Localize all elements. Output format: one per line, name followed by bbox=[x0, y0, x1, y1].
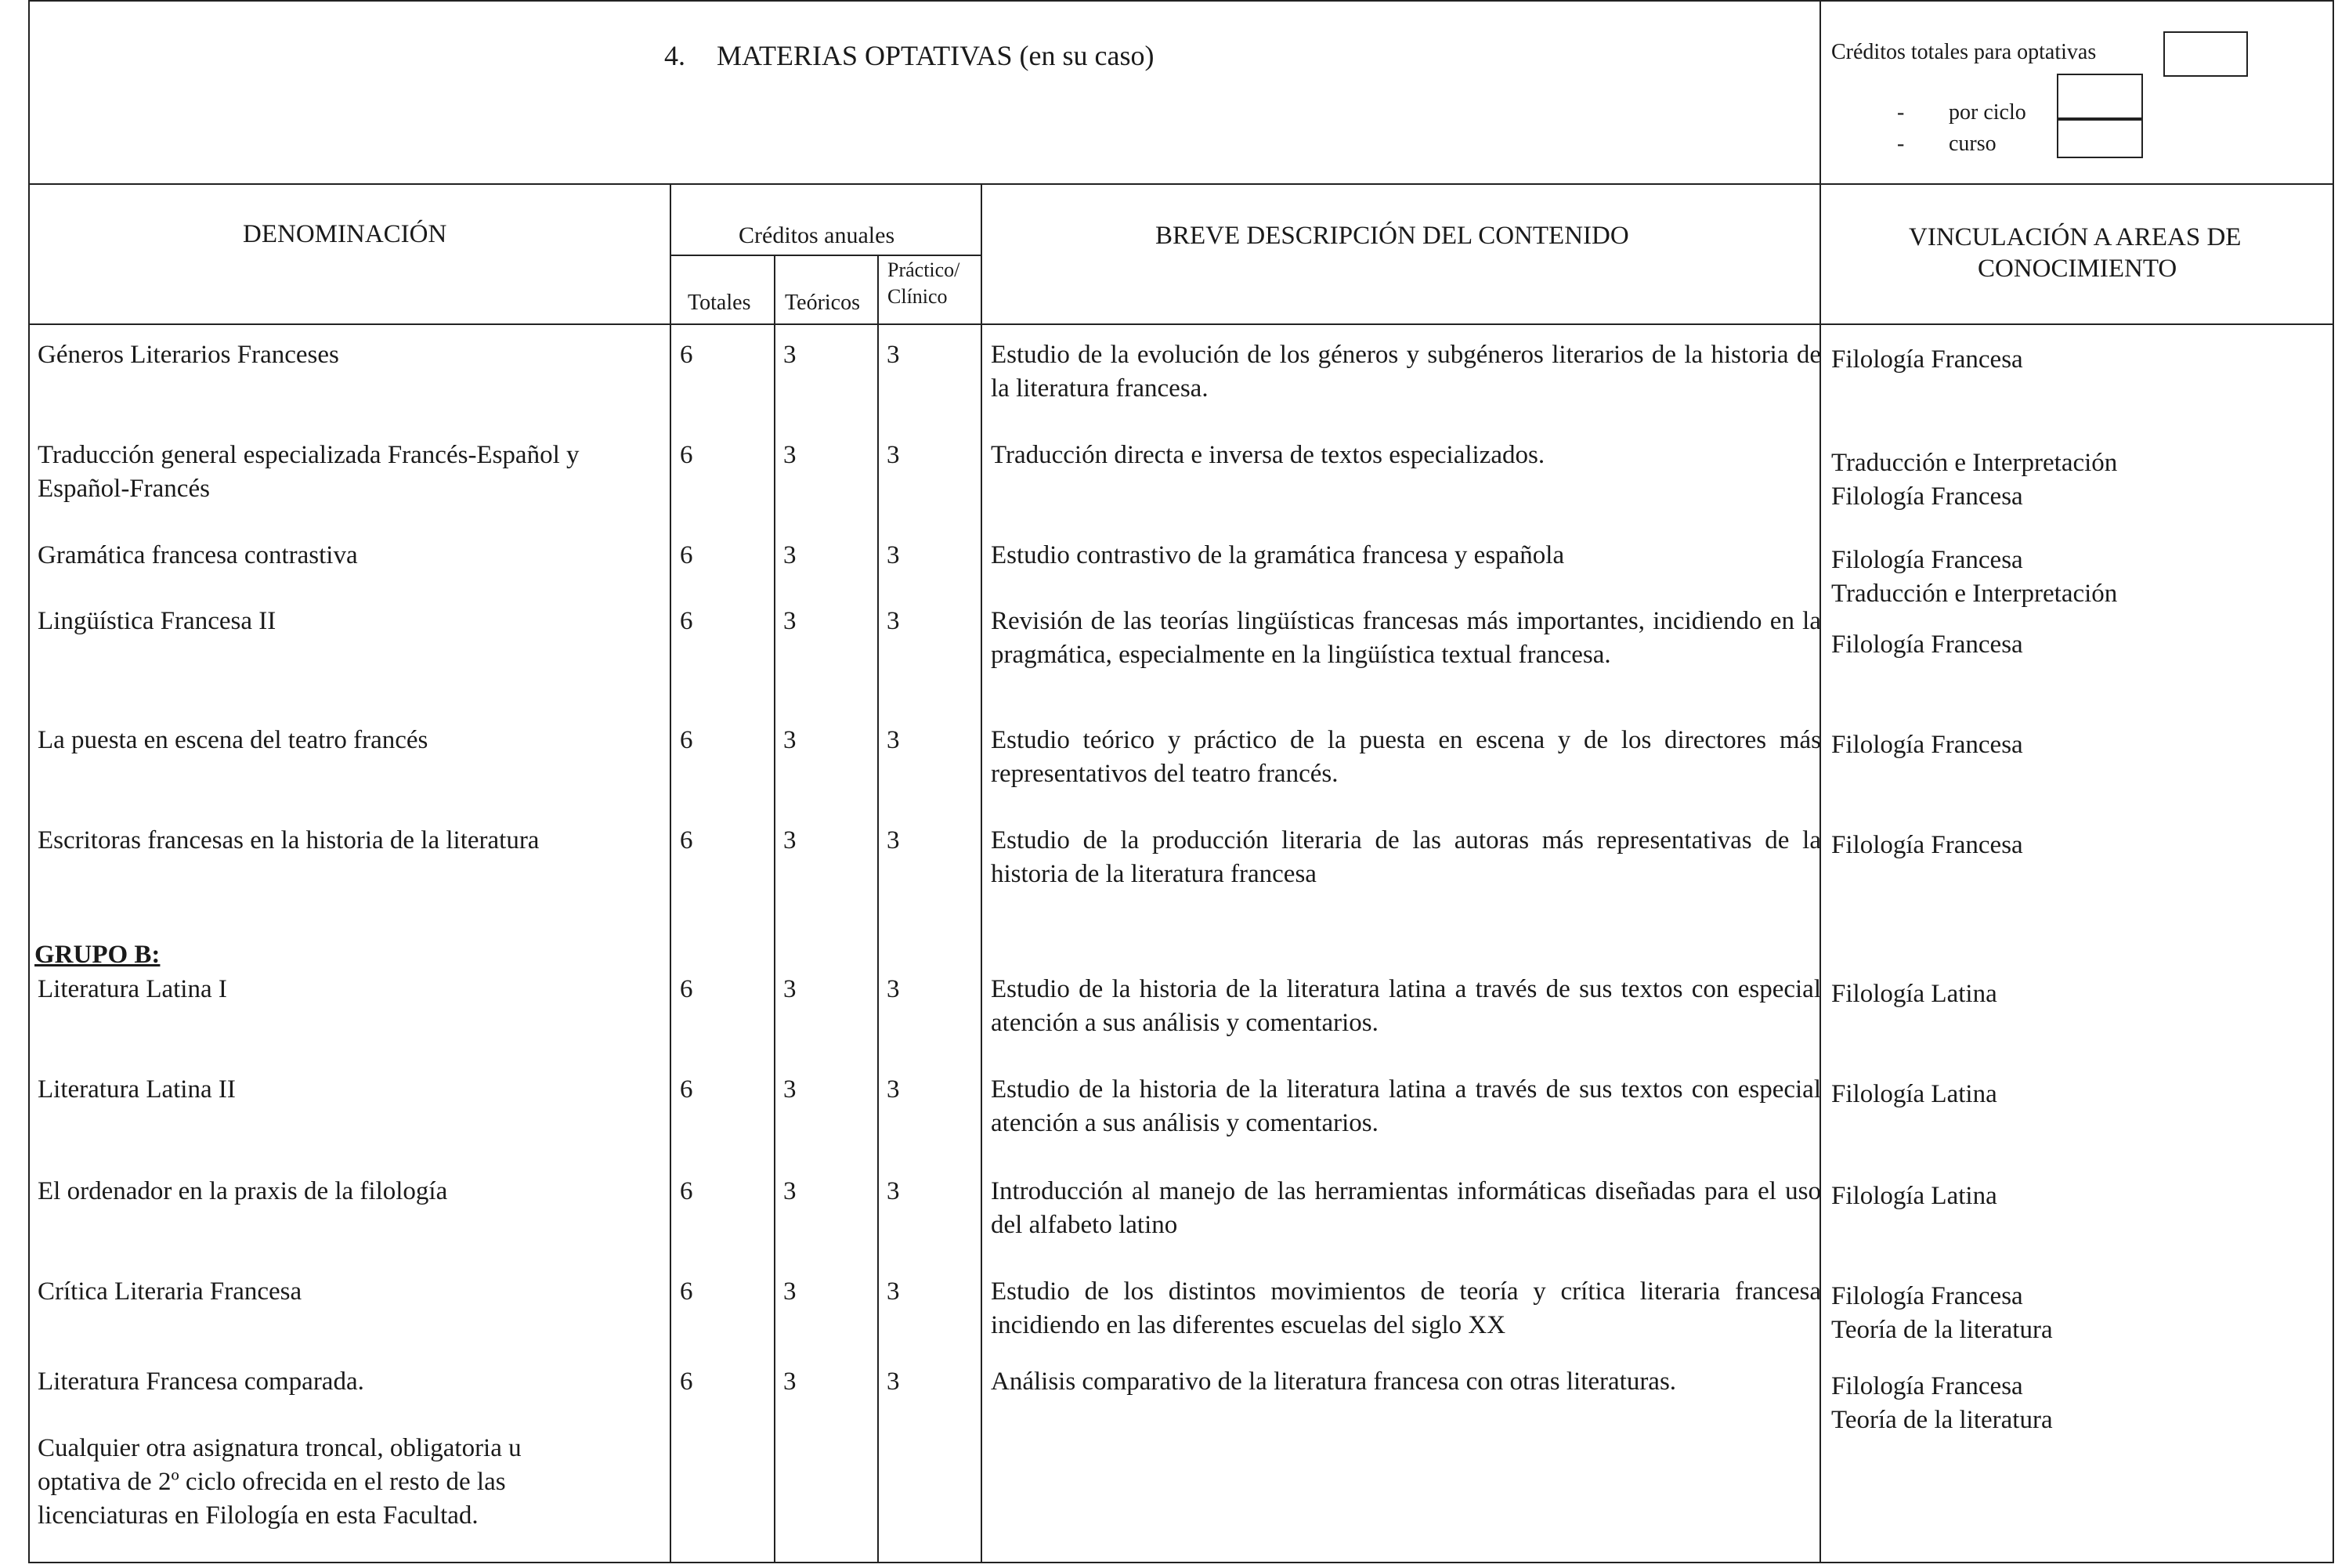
bullet-per-cycle: - bbox=[1897, 100, 1905, 125]
rule-col-totales bbox=[774, 255, 775, 1563]
credits-total-box bbox=[2163, 31, 2248, 77]
rule-col-teoricos bbox=[877, 255, 879, 1563]
knowledge-area: Filología Francesa bbox=[1831, 630, 2023, 659]
rule-columns-bottom bbox=[28, 323, 2334, 325]
credits-practico: 3 bbox=[887, 826, 900, 854]
per-cycle-box bbox=[2057, 74, 2143, 121]
knowledge-area: Filología Francesa bbox=[1831, 345, 2023, 374]
knowledge-area: Filología Francesa bbox=[1831, 1282, 2023, 1310]
course-description: Estudio de la historia de la literatura latina a través de sus textos con especial atención a sus análisis y comentarios. bbox=[991, 975, 1821, 1037]
course-name: Traducción general especializada Francés-Español y bbox=[38, 441, 580, 469]
col-practico-1: Práctico/ bbox=[887, 258, 960, 281]
course-label: curso bbox=[1949, 132, 1997, 156]
credits-total-label: Créditos totales para optativas bbox=[1831, 40, 2097, 64]
rule-header-bottom bbox=[28, 183, 2334, 185]
credits-totales: 6 bbox=[680, 341, 693, 369]
col-creditos: Créditos anuales bbox=[739, 222, 895, 248]
course-name: Lingüística Francesa II bbox=[38, 607, 276, 635]
course-description: Análisis comparativo de la literatura francesa con otras literaturas. bbox=[991, 1367, 1677, 1396]
credits-teoricos: 3 bbox=[783, 341, 797, 369]
credits-practico: 3 bbox=[887, 726, 900, 754]
credits-teoricos: 3 bbox=[783, 607, 797, 635]
knowledge-area: Filología Francesa bbox=[1831, 1372, 2023, 1400]
course-description: Revisión de las teorías lingüísticas francesas más importantes, incidiendo en la pragmática, especialmente en la lingüística textual francesa. bbox=[991, 607, 1821, 669]
course-name: Escritoras francesas en la historia de la literatura bbox=[38, 826, 540, 854]
credits-teoricos: 3 bbox=[783, 726, 797, 754]
course-name: Literatura Latina II bbox=[38, 1075, 236, 1104]
credits-practico: 3 bbox=[887, 607, 900, 635]
course-name: Crítica Literaria Francesa bbox=[38, 1277, 302, 1306]
credits-teoricos: 3 bbox=[783, 441, 797, 469]
credits-practico: 3 bbox=[887, 541, 900, 569]
credits-totales: 6 bbox=[680, 975, 693, 1003]
knowledge-area: Filología Francesa bbox=[1831, 546, 2023, 574]
knowledge-area: Filología Francesa bbox=[1831, 831, 2023, 859]
course-description: Traducción directa e inversa de textos especializados. bbox=[991, 441, 1545, 469]
group-label: GRUPO B: bbox=[34, 941, 161, 969]
course-description: Estudio de la producción literaria de las autoras más representativas de la historia de la literatura francesa bbox=[991, 826, 1821, 888]
credits-practico: 3 bbox=[887, 441, 900, 469]
section-title: MATERIAS OPTATIVAS (en su caso) bbox=[717, 40, 1155, 71]
knowledge-area: Traducción e Interpretación bbox=[1831, 580, 2118, 608]
rule-col-practico bbox=[981, 183, 982, 1563]
footer-note-2: optativa de 2º ciclo ofrecida en el resto de las bbox=[38, 1468, 506, 1496]
course-description: Introducción al manejo de las herramientas informáticas diseñadas para el uso del alfabeto latino bbox=[991, 1177, 1821, 1239]
course-description: Estudio de los distintos movimientos de teoría y crítica literaria francesa incidiendo en las diferentes escuelas del siglo XX bbox=[991, 1277, 1821, 1339]
col-descripcion: BREVE DESCRIPCIÓN DEL CONTENIDO bbox=[1155, 222, 1629, 250]
rule-credits-sub bbox=[671, 255, 981, 256]
bullet-course: - bbox=[1897, 132, 1905, 156]
knowledge-area: Filología Latina bbox=[1831, 1182, 1997, 1210]
knowledge-area: Traducción e Interpretación bbox=[1831, 449, 2118, 477]
credits-practico: 3 bbox=[887, 1177, 900, 1205]
knowledge-area: Filología Latina bbox=[1831, 980, 1997, 1008]
credits-totales: 6 bbox=[680, 826, 693, 854]
col-denominacion: DENOMINACIÓN bbox=[243, 220, 447, 248]
knowledge-area: Filología Latina bbox=[1831, 1080, 1997, 1108]
course-name: El ordenador en la praxis de la filología bbox=[38, 1177, 448, 1205]
knowledge-area: Teoría de la literatura bbox=[1831, 1316, 2053, 1344]
course-description: Estudio de la historia de la literatura latina a través de sus textos con especial atención a sus análisis y comentarios. bbox=[991, 1075, 1821, 1137]
knowledge-area: Teoría de la literatura bbox=[1831, 1406, 2053, 1434]
credits-teoricos: 3 bbox=[783, 975, 797, 1003]
credits-teoricos: 3 bbox=[783, 826, 797, 854]
course-name: Literatura Francesa comparada. bbox=[38, 1367, 364, 1396]
footer-note-1: Cualquier otra asignatura troncal, obligatoria u bbox=[38, 1434, 522, 1462]
credits-teoricos: 3 bbox=[783, 1367, 797, 1396]
credits-totales: 6 bbox=[680, 541, 693, 569]
course-box bbox=[2057, 117, 2143, 158]
footer-note-3: licenciaturas en Filología en esta Facultad. bbox=[38, 1501, 479, 1530]
credits-totales: 6 bbox=[680, 726, 693, 754]
col-teoricos: Teóricos bbox=[785, 291, 861, 315]
credits-practico: 3 bbox=[887, 1367, 900, 1396]
knowledge-area: Filología Francesa bbox=[1831, 731, 2023, 759]
course-name: Géneros Literarios Franceses bbox=[38, 341, 339, 369]
credits-totales: 6 bbox=[680, 1367, 693, 1396]
credits-teoricos: 3 bbox=[783, 1177, 797, 1205]
course-description: Estudio de la evolución de los géneros y subgéneros literarios de la historia de la literatura francesa. bbox=[991, 341, 1821, 403]
col-vinculacion-1: VINCULACIÓN A AREAS DE bbox=[1909, 223, 2242, 251]
credits-teoricos: 3 bbox=[783, 1277, 797, 1306]
course-name: Gramática francesa contrastiva bbox=[38, 541, 358, 569]
col-vinculacion-2: CONOCIMIENTO bbox=[1978, 255, 2177, 283]
course-name: Literatura Latina I bbox=[38, 975, 227, 1003]
course-description: Estudio teórico y práctico de la puesta en escena y de los directores más representativos del teatro francés. bbox=[991, 726, 1821, 788]
rule-col-denominacion bbox=[670, 183, 671, 1563]
course-description: Estudio contrastivo de la gramática francesa y española bbox=[991, 541, 1565, 569]
credits-practico: 3 bbox=[887, 975, 900, 1003]
credits-teoricos: 3 bbox=[783, 1075, 797, 1104]
credits-practico: 3 bbox=[887, 1277, 900, 1306]
per-cycle-label: por ciclo bbox=[1949, 100, 2026, 125]
course-name: La puesta en escena del teatro francés bbox=[38, 726, 428, 754]
credits-totales: 6 bbox=[680, 441, 693, 469]
col-totales: Totales bbox=[688, 291, 751, 315]
section-number: 4. bbox=[664, 40, 685, 71]
credits-teoricos: 3 bbox=[783, 541, 797, 569]
col-practico-2: Clínico bbox=[887, 285, 948, 308]
knowledge-area: Filología Francesa bbox=[1831, 482, 2023, 511]
credits-practico: 3 bbox=[887, 1075, 900, 1104]
credits-totales: 6 bbox=[680, 1277, 693, 1306]
credits-totales: 6 bbox=[680, 1075, 693, 1104]
course-name: Español-Francés bbox=[38, 475, 210, 503]
credits-totales: 6 bbox=[680, 1177, 693, 1205]
credits-practico: 3 bbox=[887, 341, 900, 369]
credits-totales: 6 bbox=[680, 607, 693, 635]
